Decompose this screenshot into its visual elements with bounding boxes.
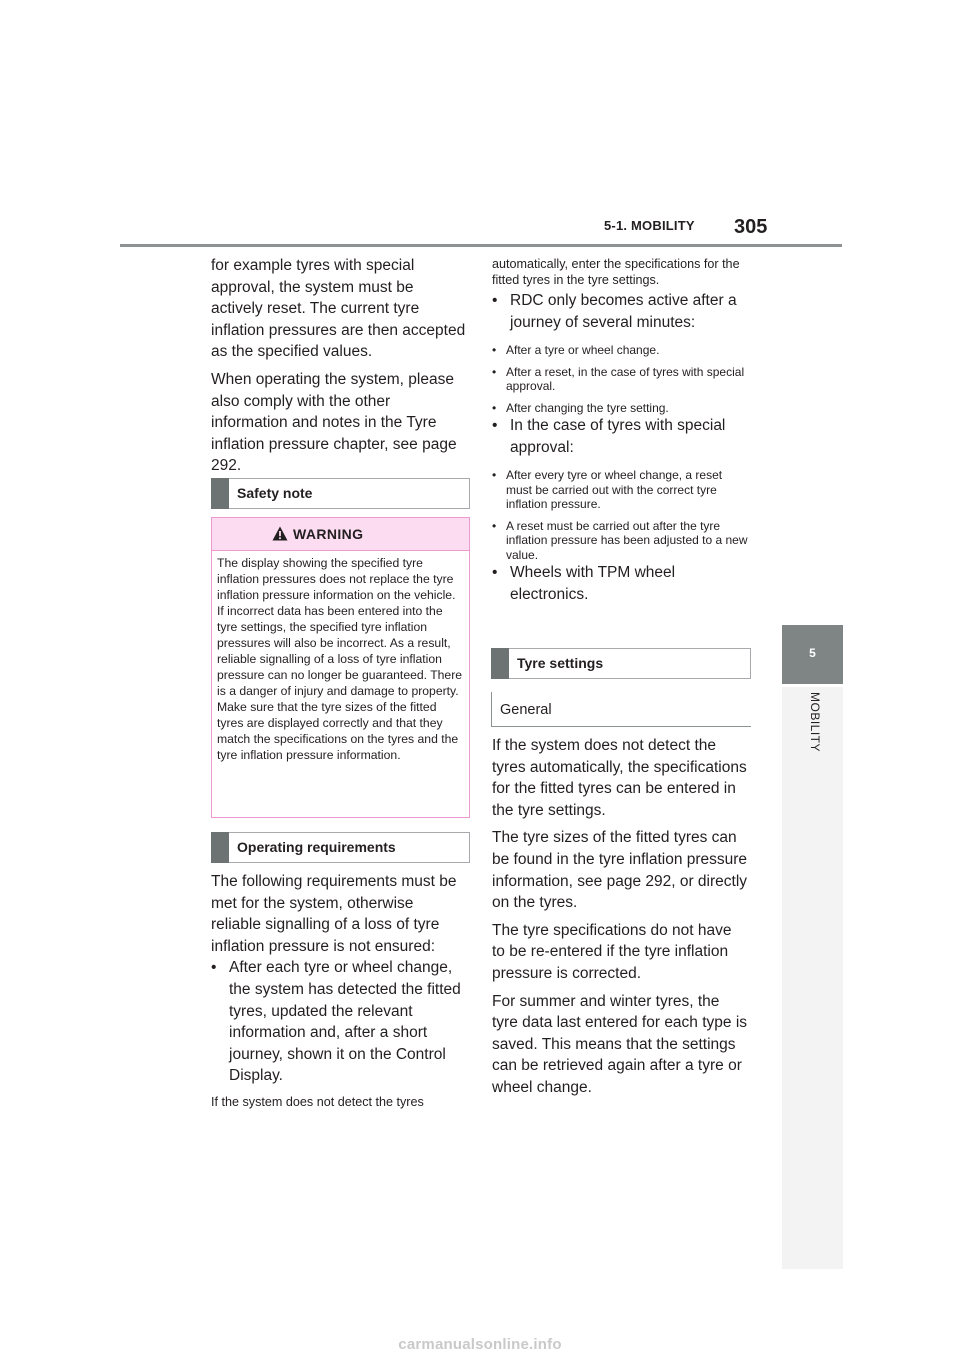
bullet-dot: • — [492, 564, 498, 582]
general-title: General — [500, 702, 552, 718]
left-paragraph-1: for example tyres with special approval, the system must be actively reset. The current tyre inflation pressures are then accepted as the specified values. — [211, 257, 466, 361]
special-sub-text: A reset must be carried out after the tyre inflation pressure has been adjusted to a new value. — [506, 518, 748, 562]
operating-small-text: If the system does not detect the tyres — [211, 1094, 424, 1109]
special-sub-item — [492, 468, 748, 512]
tpm-bullet — [492, 562, 748, 605]
warning-title: WARNING — [293, 526, 364, 542]
tpm-bullet-text: Wheels with TPM wheel electronics. — [510, 564, 676, 603]
special-approval-text: In the case of tyres with special approval: — [510, 417, 726, 456]
sub-bullet-dot: • — [492, 364, 497, 379]
section-title: 5-1. MOBILITY — [604, 218, 695, 233]
sub-bullet-dot: • — [492, 343, 497, 358]
tyre-settings-title: Tyre settings — [517, 655, 604, 671]
left-column-intro — [211, 255, 467, 477]
special-sub-text: After every tyre or wheel change, a reset must be carried out with the correct tyre inflation pressure. — [506, 468, 723, 512]
heading-marker — [491, 648, 509, 679]
bullet-dot: • — [211, 959, 217, 977]
left-paragraph-2: When operating the system, please also comply with the other information and notes in the Tyre inflation pressure chapter, see page 292. — [211, 370, 457, 475]
special-approval-bullet — [492, 415, 748, 458]
rdc-sub-item — [492, 365, 748, 394]
footer-watermark: carmanualsonline.info — [398, 1336, 562, 1353]
special-approval-sublist — [492, 468, 748, 562]
rdc-bullet-text: RDC only becomes active after a journey of several minutes: — [510, 292, 737, 331]
rdc-bullet — [492, 290, 748, 333]
warning-triangle-icon — [272, 526, 288, 541]
sub-bullet-dot: • — [492, 468, 497, 483]
page-number: 305 — [734, 216, 768, 238]
heading-marker — [211, 832, 229, 863]
warning-text: The display showing the specified tyre inflation pressures does not replace the tyre inflation pressure information on the vehicle. If incorrect data has been entered into the tyre settings, the specified tyre inflation pressures will also be incorrect. As a result, reliable signalling of a loss of tyre inflation pressure can no longer be guaranteed. There is a danger of injury and damage to property. Make sure that the tyre sizes of the fitted tyres are displayed correctly and that they match the specifications on the tyres and the tyre inflation pressure information. — [217, 556, 463, 762]
safety-note-heading — [211, 478, 470, 509]
tyre-paragraph-4: For summer and winter tyres, the tyre data last entered for each type is saved. This means that the settings can be retrieved again after a tyre or wheel change. — [492, 992, 748, 1096]
rdc-sublist — [492, 343, 748, 415]
rdc-sub-item — [492, 343, 748, 358]
warning-header — [212, 518, 469, 551]
sub-bullet-dot: • — [492, 518, 497, 533]
tyre-paragraph-1: If the system does not detect the tyres automatically, the specifications for the fitted tyres can be entered in the tyre settings. — [492, 737, 747, 819]
chapter-tab-rule — [782, 687, 843, 1269]
chapter-label: MOBILITY — [808, 692, 822, 753]
warning-box — [211, 517, 470, 818]
tyre-settings-heading — [491, 648, 751, 679]
rdc-sub-text: After a reset, in the case of tyres with special approval. — [506, 364, 745, 394]
rdc-sub-item — [492, 401, 748, 416]
left-column-lower — [211, 871, 467, 1110]
special-sub-item — [492, 519, 748, 563]
operating-intro: The following requirements must be met for the system, otherwise reliable signalling of a loss of tyre inflation pressure is not ensured: — [211, 873, 457, 955]
safety-note-title: Safety note — [237, 485, 313, 501]
tyre-paragraph-3: The tyre specifications do not have to be re-entered if the tyre inflation pressure is corrected. — [492, 921, 732, 982]
operating-requirements-title: Operating requirements — [237, 839, 396, 855]
heading-marker — [211, 478, 229, 509]
right-column-lower — [492, 735, 748, 1099]
bullet-dot: • — [492, 292, 498, 309]
bullet-dot: • — [492, 417, 498, 435]
operating-bullet-text: After each tyre or wheel change, the system has detected the fitted tyres, updated the relevant information and, after a short journey, shown it on the Control Display. — [229, 959, 461, 1085]
operating-bullet — [211, 957, 467, 1087]
header-rule — [120, 244, 842, 247]
tyre-paragraph-2: The tyre sizes of the fitted tyres can be found in the tyre inflation pressure information, see page 292, or directly on the tyres. — [492, 829, 748, 912]
right-column-top — [492, 256, 748, 606]
operating-requirements-heading — [211, 832, 470, 863]
rdc-sub-text: After changing the tyre setting. — [506, 400, 669, 415]
sub-bullet-dot: • — [492, 400, 497, 415]
right-small-paragraph: automatically, enter the specifications for the fitted tyres in the tyre settings. — [492, 257, 740, 287]
chapter-number: 5 — [809, 646, 816, 660]
general-subheading — [491, 692, 751, 727]
rdc-sub-text: After a tyre or wheel change. — [506, 343, 660, 358]
